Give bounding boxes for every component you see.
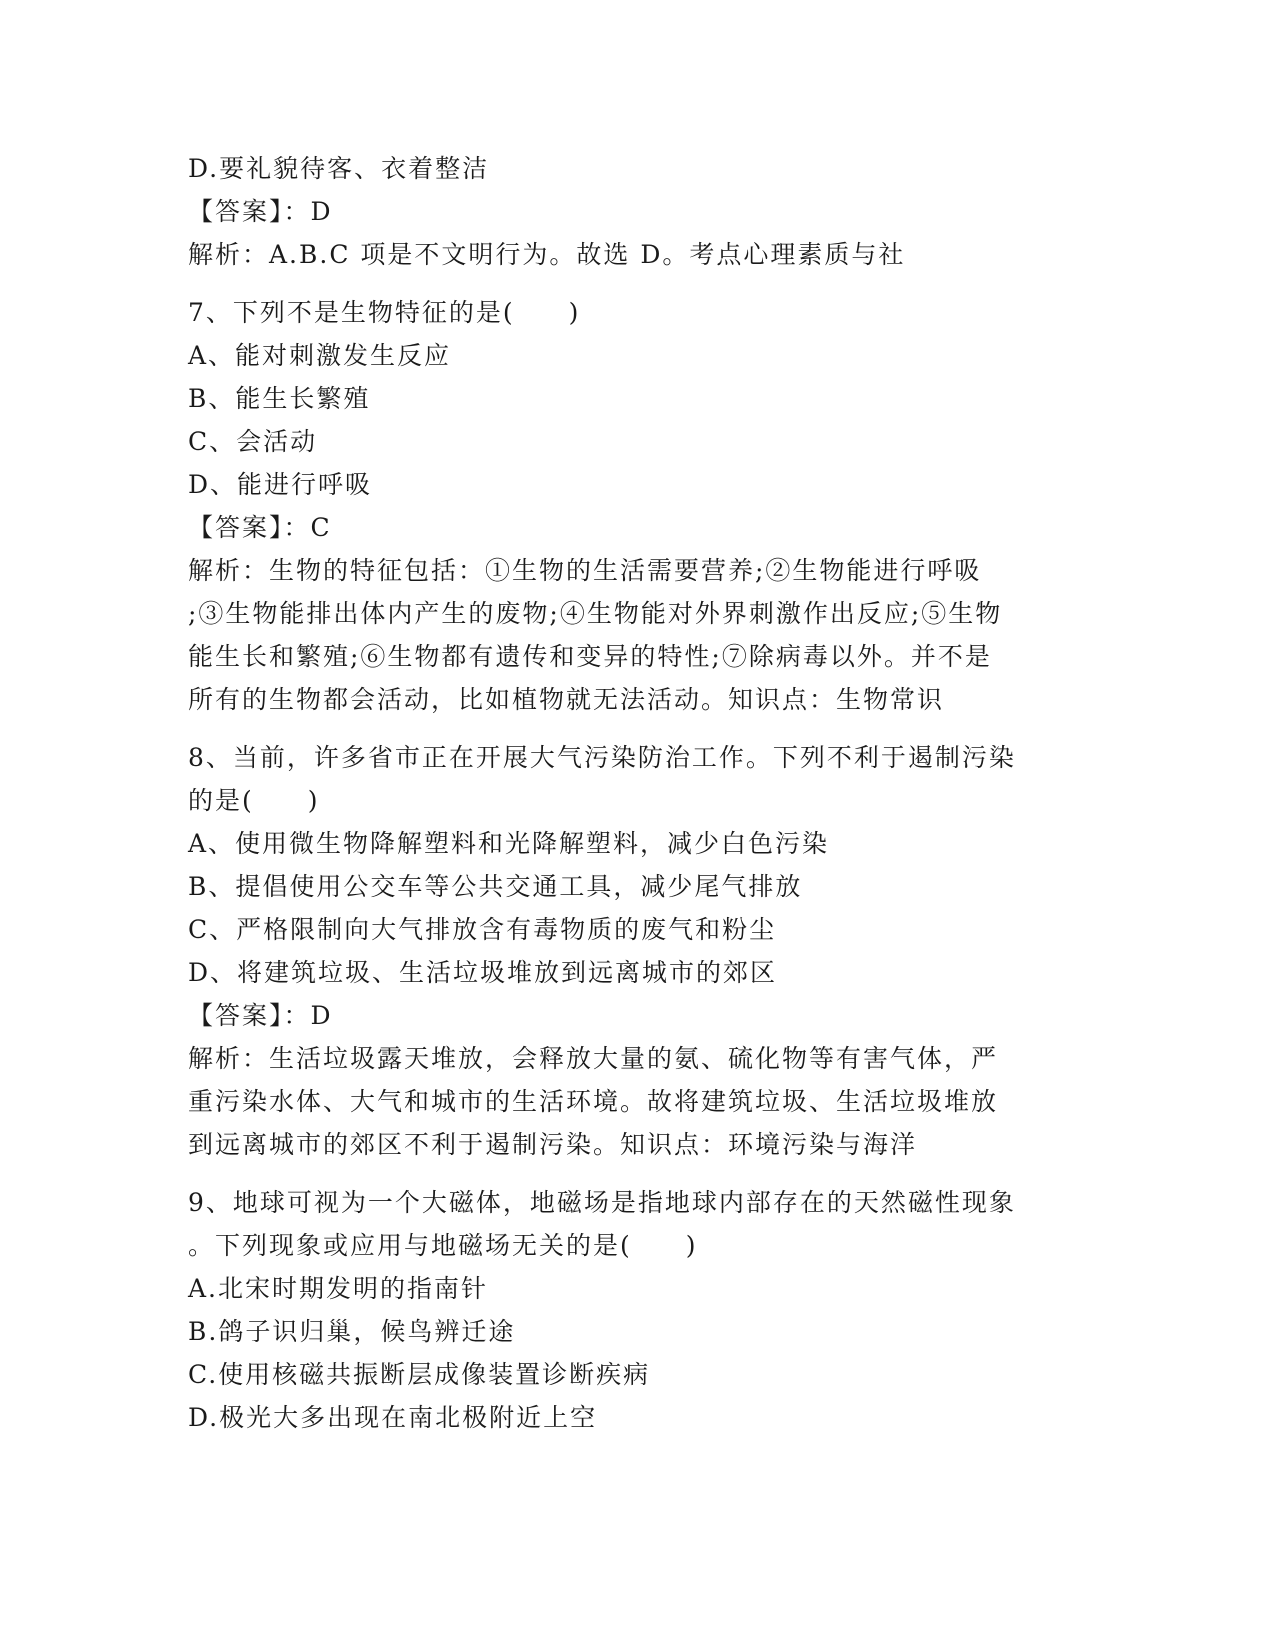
option-a: A.北宋时期发明的指南针 [188, 1274, 489, 1303]
answer-label: 【答案】：D [188, 1001, 333, 1030]
analysis-text: ;③生物能排出体内产生的废物;④生物能对外界刺激作出反应;⑤生物 [188, 599, 1003, 628]
analysis-text: 解析：生活垃圾露天堆放，会释放大量的氨、硫化物等有害气体，严 [188, 1044, 999, 1073]
analysis-text: 能生长和繁殖;⑥生物都有遗传和变异的特性;⑦除病毒以外。并不是 [188, 642, 992, 671]
option-c: C、会活动 [188, 427, 318, 456]
question-stem: 9、地球可视为一个大磁体，地磁场是指地球内部存在的天然磁性现象 [188, 1188, 1016, 1217]
option-c: C.使用核磁共振断层成像装置诊断疾病 [188, 1360, 651, 1389]
analysis-text: 所有的生物都会活动，比如植物就无法活动。知识点：生物常识 [188, 685, 945, 714]
analysis-text: 解析：A.B.C 项是不文明行为。故选 D。考点心理素质与社 [188, 240, 906, 269]
option-a: A、使用微生物降解塑料和光降解塑料，减少白色污染 [188, 829, 830, 858]
option-d: D.要礼貌待客、衣着整洁 [188, 154, 490, 183]
question-content [188, 147, 1088, 1439]
question-stem: 7、下列不是生物特征的是( ) [188, 298, 581, 327]
option-c: C、严格限制向大气排放含有毒物质的废气和粉尘 [188, 915, 777, 944]
option-b: B、能生长繁殖 [188, 384, 371, 413]
option-b: B、提倡使用公交车等公共交通工具，减少尾气排放 [188, 872, 803, 901]
analysis-text: 重污染水体、大气和城市的生活环境。故将建筑垃圾、生活垃圾堆放 [188, 1087, 999, 1116]
answer-label: 【答案】：D [188, 197, 333, 226]
option-d: D.极光大多出现在南北极附近上空 [188, 1403, 598, 1432]
analysis-text: 到远离城市的郊区不利于遏制污染。知识点：环境污染与海洋 [188, 1130, 918, 1159]
analysis-text: 解析：生物的特征包括：①生物的生活需要营养;②生物能进行呼吸 [188, 556, 982, 585]
option-d: D、能进行呼吸 [188, 470, 373, 499]
option-b: B.鸽子识归巢，候鸟辨迁途 [188, 1317, 516, 1346]
option-d: D、将建筑垃圾、生活垃圾堆放到远离城市的郊区 [188, 958, 778, 987]
option-a: A、能对刺激发生反应 [188, 341, 452, 370]
question-stem: 的是( ) [188, 786, 320, 815]
answer-label: 【答案】：C [188, 513, 332, 542]
question-stem: 8、当前，许多省市正在开展大气污染防治工作。下列不利于遏制污染 [188, 743, 1016, 772]
question-stem: 。下列现象或应用与地磁场无关的是( ) [188, 1231, 698, 1260]
